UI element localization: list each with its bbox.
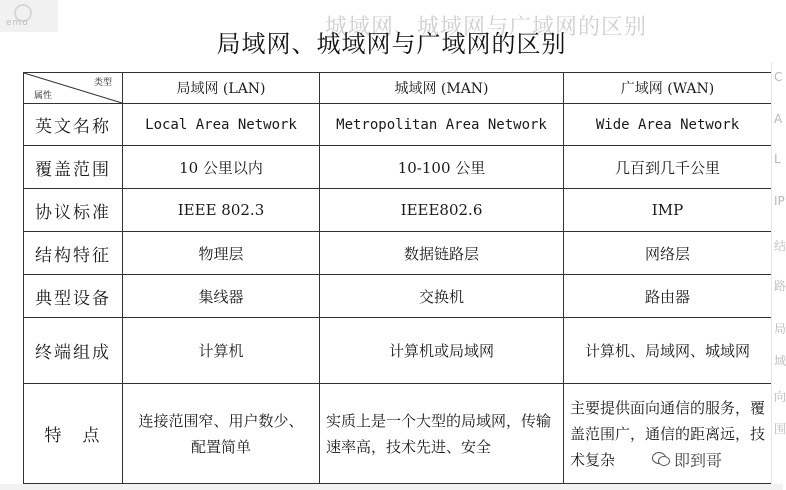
strip-char: L	[774, 152, 781, 166]
strip-char: 结	[774, 239, 786, 253]
table-cell: 数据链路层	[320, 232, 564, 275]
row-label: 终端组成	[24, 318, 123, 384]
row-label: 典型设备	[24, 275, 123, 318]
table-cell: 主要提供面向通信的服务，覆盖范围广，通信的距离远，技术复杂	[564, 384, 772, 484]
row-label: 协议标准	[24, 189, 123, 232]
strip-char: 围	[774, 422, 786, 436]
table-cell: 计算机或局域网	[320, 318, 564, 384]
row-label: 特 点	[24, 384, 123, 484]
table-row	[24, 146, 772, 189]
table-cell: 交换机	[320, 275, 564, 318]
table-cell: 路由器	[564, 275, 772, 318]
corner-logo-text: emo	[6, 18, 29, 28]
table-cell: 网络层	[564, 232, 772, 275]
strip-char: A	[774, 112, 783, 126]
strip-char: C	[774, 70, 783, 84]
table-row	[24, 275, 772, 318]
comparison-table	[23, 72, 772, 484]
strip-char: IP	[774, 194, 785, 208]
table-row	[24, 318, 772, 384]
table-row	[24, 189, 772, 232]
table-cell: 10 公里以内	[123, 146, 320, 189]
row-label: 结构特征	[24, 232, 123, 275]
strip-char: 局	[774, 322, 786, 336]
table-cell: 计算机、局域网、城域网	[564, 318, 772, 384]
column-header-wan: 广域网 (WAN)	[564, 73, 772, 104]
watermark-text: 即到哥	[674, 450, 723, 470]
table-cell: 物理层	[123, 232, 320, 275]
table-row	[24, 104, 772, 146]
corner-type-label: 类型	[93, 78, 112, 88]
table-cell: 实质上是一个大型的局域网，传输速率高，技术先进、安全	[320, 384, 564, 484]
table-cell: 连接范围窄、用户数少、配置简单	[123, 384, 320, 484]
strip-char: 域	[774, 354, 786, 368]
watermark	[648, 445, 726, 473]
table-cell: 计算机	[123, 318, 320, 384]
table-cell: IMP	[564, 189, 772, 232]
right-edge-strip	[771, 62, 784, 490]
table-cell: Wide Area Network	[564, 104, 772, 146]
header-row	[24, 73, 772, 104]
table-cell: Metropolitan Area Network	[320, 104, 564, 146]
strip-char: 路	[774, 279, 786, 293]
page-title: 局域网、城域网与广域网的区别	[216, 30, 567, 58]
table-cell: 几百到几千公里	[564, 146, 772, 189]
column-header-man: 城域网 (MAN)	[320, 73, 564, 104]
table-cell: 10-100 公里	[320, 146, 564, 189]
table-cell: IEEE 802.3	[123, 189, 320, 232]
table-row	[24, 232, 772, 275]
bottom-edge	[0, 484, 783, 490]
corner-attr-label: 属性	[34, 91, 53, 101]
wechat-icon	[652, 452, 670, 466]
strip-char: 向	[774, 390, 786, 404]
column-header-lan: 局域网 (LAN)	[123, 73, 320, 104]
table-cell: Local Area Network	[123, 104, 320, 146]
table-cell: IEEE802.6	[320, 189, 564, 232]
row-label: 覆盖范围	[24, 146, 123, 189]
ghost-title: 城域网、城域网与广域网的区别	[325, 15, 648, 40]
row-label: 英文名称	[24, 104, 123, 146]
table-cell: 集线器	[123, 275, 320, 318]
corner-cell	[24, 73, 123, 104]
